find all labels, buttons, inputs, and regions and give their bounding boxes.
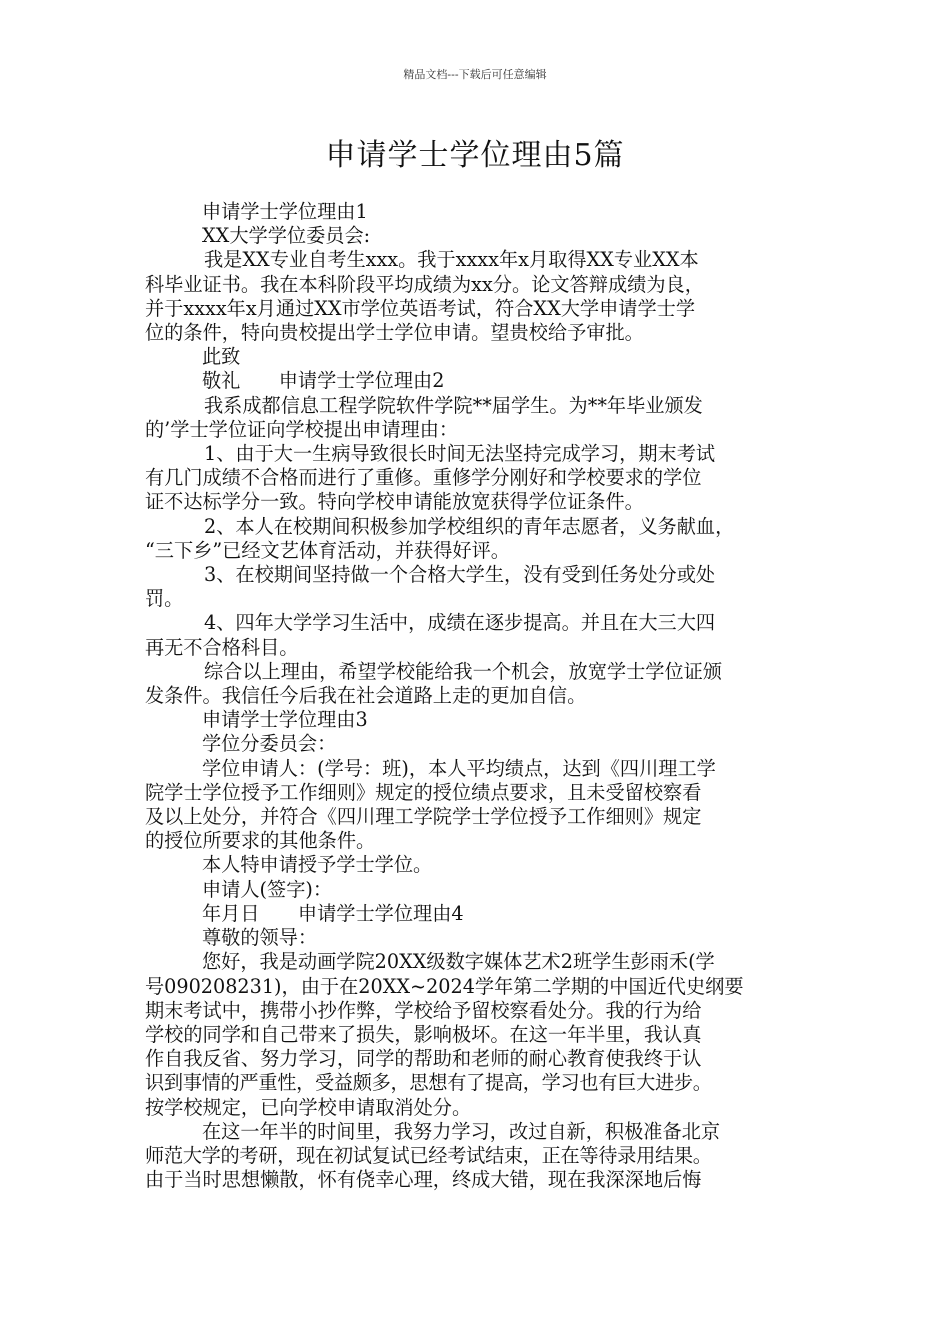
paragraph-line: 再无不合格科目。 [145,635,299,659]
signature-line: 申请人(签字)： [202,877,333,901]
paragraph-line: “三下乡”已经文艺体育活动，并获得好评。 [145,538,510,562]
salutation: XX大学学位委员会: [202,224,371,248]
paragraph-line: 识到事情的严重性，受益颇多，思想有了提高，学习也有巨大进步。 [145,1071,712,1095]
paragraph-line: 并于xxxx年x月通过XX市学位英语考试，符合XX大学申请学士学 [145,296,696,320]
paragraph-line: 发条件。我信任今后我在社会道路上走的更加自信。 [145,684,587,708]
page-header: 精品文档---下载后可任意编辑 [403,68,547,81]
paragraph-line: 师范大学的考研，现在初试复试已经考试结束，正在等待录用结果。 [145,1143,712,1167]
paragraph-line: 的授位所要求的其他条件。 [145,829,376,853]
section-heading-3: 申请学士学位理由3 [202,708,368,732]
paragraph-line: 学位申请人：(学号：班)，本人平均绩点，达到《四川理工学 [202,756,716,780]
paragraph-line: 1、由于大一生病导致很长时间无法坚持完成学习，期末考试 [204,442,716,466]
paragraph-line: 位的条件，特向贵校提出学士学位申请。望贵校给予审批。 [145,321,644,345]
paragraph-line: 3、在校期间坚持做一个合格大学生，没有受到任务处分或处 [204,563,716,587]
paragraph-line: 我系成都信息工程学院软件学院**届学生。为**年毕业颁发 [204,393,703,417]
paragraph-line: 号090208231)，由于在20XX~2024学年第二学期的中国近代史纲要 [145,974,744,998]
closing-line: 此致 [202,345,241,369]
paragraph-line: 在这一年半的时间里，我努力学习，改过自新，积极准备北京 [202,1119,721,1143]
paragraph-line: 综合以上理由，希望学校能给我一个机会，放宽学士学位证颁 [204,659,723,683]
paragraph-line: 您好，我是动画学院20XX级数字媒体艺术2班学生彭雨禾(学 [202,950,715,974]
paragraph-line: 我是XX专业自考生xxx。我于xxxx年x月取得XX专业XX本 [204,248,699,272]
paragraph-line: 罚。 [145,587,184,611]
paragraph-line: 2、本人在校期间积极参加学校组织的青年志愿者，义务献血， [204,514,735,538]
paragraph-line: 及以上处分，并符合《四川理工学院学士学位授予工作细则》规定 [145,805,702,829]
paragraph-line: 学校的同学和自己带来了损失，影响极坏。在这一年半里，我认真 [145,1022,702,1046]
section-heading-2: 敬礼 申请学士学位理由2 [202,369,445,393]
salutation: 学位分委员会： [202,732,337,756]
paragraph-line: 作自我反省、努力学习，同学的帮助和老师的耐心教育使我终于认 [145,1047,702,1071]
paragraph-line: 科毕业证书。我在本科阶段平均成绩为xx分。论文答辩成绩为良， [145,272,704,296]
paragraph-line: 按学校规定，已向学校申请取消处分。 [145,1095,472,1119]
section-heading-1: 申请学士学位理由1 [202,200,368,223]
paragraph-line: 本人特申请授予学士学位。 [202,853,433,877]
paragraph-line: 期末考试中，携带小抄作弊，学校给予留校察看处分。我的行为给 [145,998,702,1022]
document-body [145,200,810,1192]
paragraph-line: 由于当时思想懒散，怀有侥幸心理，终成大错，现在我深深地后悔 [145,1168,702,1192]
paragraph-line: 有几门成绩不合格而进行了重修。重修学分刚好和学校要求的学位 [145,466,702,490]
paragraph-line: 4、四年大学学习生活中，成绩在逐步提高。并且在大三大四 [204,611,716,635]
salutation: 尊敬的领导： [202,926,318,950]
document-title: 申请学士学位理由5篇 [325,138,625,173]
paragraph-line: 证不达标学分一致。特向学校申请能放宽获得学位证条件。 [145,490,644,514]
paragraph-line: 院学士学位授予工作细则》规定的授位绩点要求，且未受留校察看 [145,780,702,804]
section-heading-4: 年月日 申请学士学位理由4 [202,901,464,925]
paragraph-line: 的’学士学位证向学校提出申请理由： [145,417,459,441]
